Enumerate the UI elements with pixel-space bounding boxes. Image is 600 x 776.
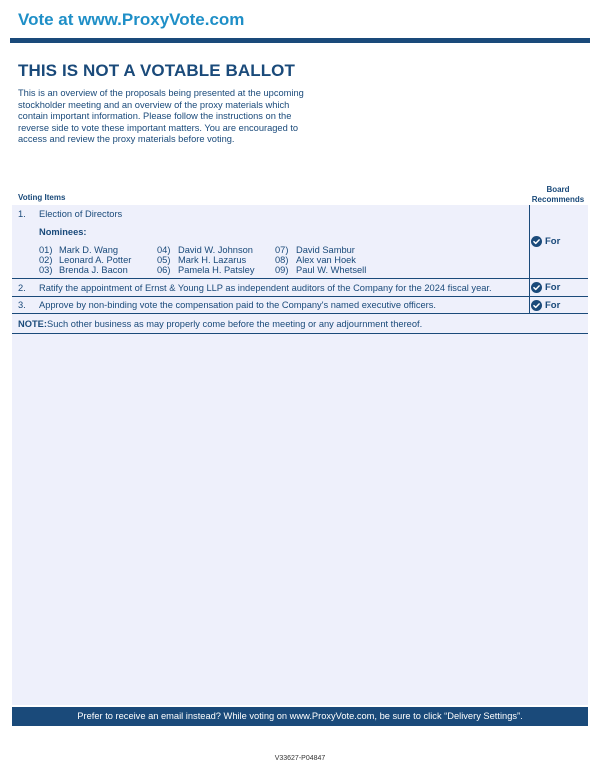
nominee-name: David W. Johnson (178, 245, 253, 255)
nominee-name: Leonard A. Potter (59, 255, 132, 265)
nominee-name: David Sambur (296, 245, 355, 255)
row-divider (12, 313, 588, 314)
row-divider (12, 296, 588, 297)
item-text: Ratify the appointment of Ernst & Young LLP as independent auditors of the Company for the 2024 fiscal year. (39, 283, 492, 293)
delivery-settings-banner: Prefer to receive an email instead? While voting on www.ProxyVote.com, be sure to click “Delivery Settings”. (12, 707, 588, 726)
nominee-name: Mark H. Lazarus (178, 255, 247, 265)
nominee-number: 02) (39, 255, 53, 265)
nominee-name: Brenda J. Bacon (59, 265, 128, 275)
nominees-label: Nominees: (39, 227, 87, 237)
nominee-number: 01) (39, 245, 53, 255)
nominee-number: 07) (275, 245, 289, 255)
item-number: 1. (18, 209, 26, 219)
board-recommendation (531, 236, 560, 247)
nominee-number: 05) (157, 255, 171, 265)
nominee-name: Alex van Hoek (296, 255, 356, 265)
recommendation-label: For (545, 300, 561, 311)
item-text: Approve by non-binding vote the compensation paid to the Company's named executive officers. (39, 300, 436, 310)
nominee-number: 03) (39, 265, 53, 275)
nominee-number: 04) (157, 245, 171, 255)
nominee-name: Pamela H. Patsley (178, 265, 255, 275)
nominee-number: 08) (275, 255, 289, 265)
row-divider (12, 333, 588, 334)
nominee-number: 09) (275, 265, 289, 275)
item-number: 3. (18, 300, 26, 310)
voting-items-header: Voting Items (18, 193, 66, 202)
note-text: Such other business as may properly come before the meeting or any adjournment thereof. (47, 319, 423, 329)
check-circle-icon (531, 236, 542, 247)
check-circle-icon (531, 282, 542, 293)
check-circle-icon (531, 300, 542, 311)
nominee-name: Paul W. Whetsell (296, 265, 367, 275)
row-divider (12, 278, 588, 279)
document-code: V33627-P04847 (274, 755, 326, 762)
item-text: Election of Directors (39, 209, 123, 219)
nominee-number: 06) (157, 265, 171, 275)
voting-panel (12, 205, 588, 705)
board-recommendation (531, 300, 560, 311)
note-label: NOTE: (18, 319, 47, 329)
top-rule (10, 38, 590, 43)
ballot-title: THIS IS NOT A VOTABLE BALLOT (18, 61, 295, 80)
recommendation-label: For (545, 282, 561, 293)
nominee-name: Mark D. Wang (59, 245, 119, 255)
item-number: 2. (18, 283, 26, 293)
board-recommends-header: Board Recommends (531, 185, 585, 204)
recommendation-label: For (545, 236, 561, 247)
intro-text: This is an overview of the proposals being presented at the upcoming stockholder meeting and an overview of the proxy materials which contain important information. Please follow the instructions on the reverse side to vote these important matters. You are encouraged to access and review the proxy materials before voting. (18, 88, 304, 144)
board-recommendation (531, 282, 560, 293)
site-title: Vote at www.ProxyVote.com (18, 10, 245, 29)
